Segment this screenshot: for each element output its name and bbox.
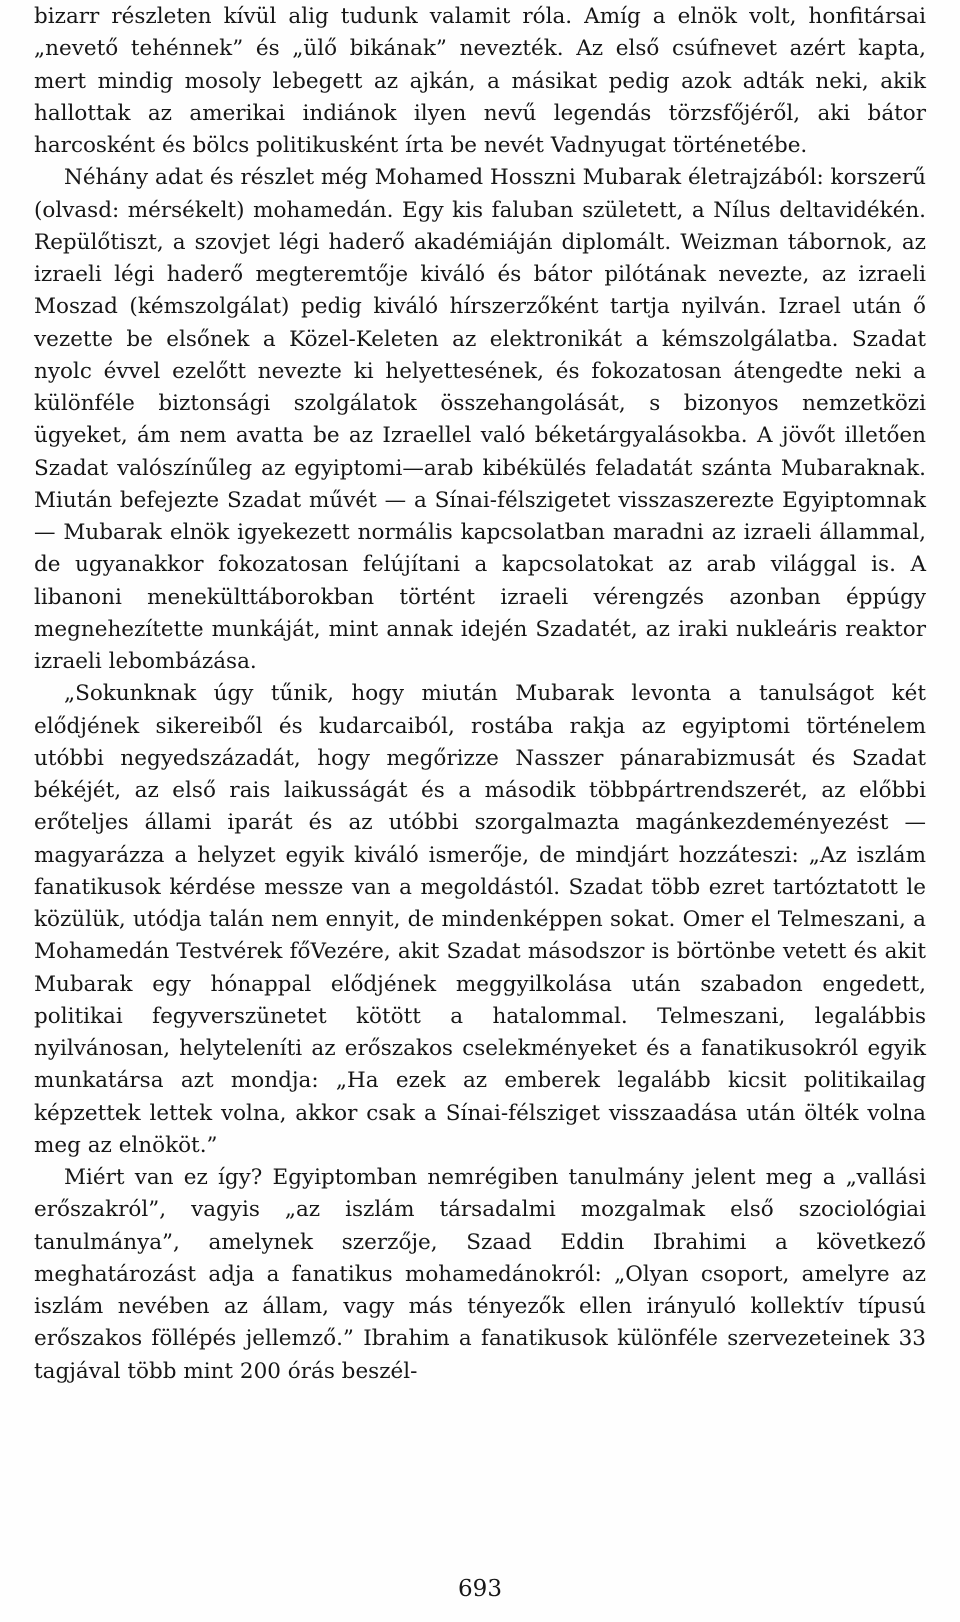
paragraph: Néhány adat és részlet még Mohamed Hosszni Mubarak életrajzából: korszerű (olvasd: mérsékelt) mohamedán. Egy kis faluban született, a Nílus deltavidékén. Repülőtiszt, a szovjet légi haderő akadémiáján diplomált. Weizman tábornok, az izraeli légi haderő megteremtője kiváló és bátor pilótának nevezte, az izraeli Moszad (kémszolgálat) pedig kiváló hírszerzőként tartja nyilván. Izrael után ő vezette be elsőnek a Közel-Keleten az elektronikát a kémszolgálatba. Szadat nyolc évvel ezelőtt nevezte ki helyettesének, és fokozatosan átengedte neki a különféle biztonsági szolgálatok összehangolását, s bizonyos nemzetközi ügyeket, ám nem avatta be az Izraellel való béketárgyalásokba. A jövőt illetően Szadat valószínűleg az egyiptomi—arab kibékülés feladatát szánta Mubaraknak. Miután befejezte Szadat művét — a Sínai-félszigetet visszaszerezte Egyiptomnak — Mubarak elnök igyekezett normális kapcsolatban maradni az izraeli állammal, de ugyanakkor fokozatosan felújítani a kapcsolatokat az arab világgal is. A libanoni menekülttáborokban történt izraeli vérengzés azonban éppúgy megnehezítette munkáját, mint annak idején Szadatét, az iraki nukleáris reaktor izraeli lebombázása. bbox=[34, 165, 927, 674]
paragraph: Miért van ez így? Egyiptomban nemrégiben tanulmány jelent meg a „vallási erőszakról”, vagyis „az iszlám társadalmi mozgalmak első szociológiai tanulmánya”, amelynek szerzője, Szaad Eddin Ibrahimi a következő meghatározást adja a fanatikus mohamedánokról: „Olyan csoport, amelyre az iszlám nevében az állam, vagy más tényezők ellen irányuló kollektív típusú erőszakos föllépés jellemző.” Ibrahim a fanatikusok különféle szervezeteinek 33 tagjával több mint 200 órás beszél- bbox=[34, 1165, 926, 1384]
body-text bbox=[34, 1, 926, 1388]
paragraph: „Sokunknak úgy tűnik, hogy miután Mubarak levonta a tanulságot két elődjének sikereiből és kudarcaiból, rostába rakja az egyiptomi történelem utóbbi negyedszázadát, hogy megőrizze Nasszer pánarabizmusát és Szadat békéjét, az első rais laikusságát és a második többpártrendszerét, az előbbi erőteljes állami iparát és az utóbbi szorgalmazta magánkezdeményezést — magyarázza a helyzet egyik kiváló ismerője, de mindjárt hozzáteszi: „Az iszlám fanatikusok kérdése messze van a megoldástól. Szadat több ezret tartóztatott le közülük, utódja talán nem ennyit, de mindenképpen sokat. Omer el Telmeszani, a Mohamedán Testvérek főVezére, akit Szadat másodszor is börtönbe vetett és akit Mubarak egy hónappal elődjének meggyilkolása után szabadon engedett, politikai fegyverszünetet kötött a hatalommal. Telmeszani, legalábbis nyilvánosan, helyteleníti az erőszakos cselekményeket és a fanatikusokról egyik munkatársa azt mondja: „Ha ezek az emberek legalább kicsit politikailag képzettek lettek volna, akkor csak a Sínai-félsziget visszaadása után ölték volna meg az elnököt.” bbox=[34, 681, 926, 1158]
paragraph-continued: bizarr részleten kívül alig tudunk valamit róla. Amíg a elnök volt, honfitársai „nevető tehénnek” és „ülő bikának” nevezték. Az első csúfnevet azért kapta, mert mindig mosoly lebegett az ajkán, a másikat pedig azok adták neki, akik hallottak az amerikai indiánok ilyen nevű legendás törzsfőjéről, aki bátor harcosként és bölcs politikusként írta be nevét Vadnyugat történetébe. bbox=[34, 4, 926, 158]
page-number: 693 bbox=[458, 1576, 502, 1602]
